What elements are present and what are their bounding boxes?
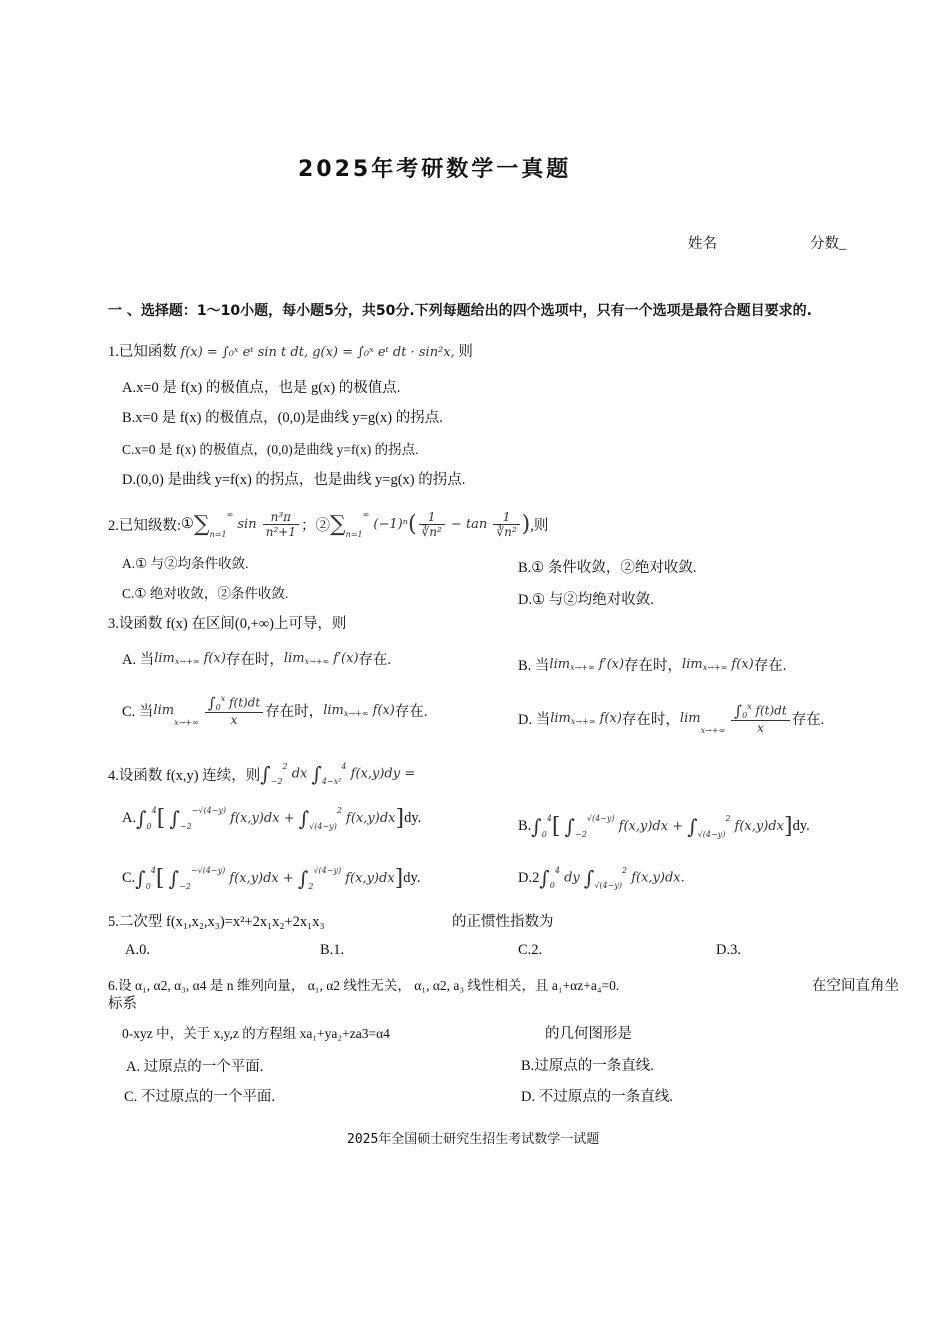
q4-integral: $\int-2^2$ dx ∫4−x²$^4$ f(x,y)dy = (260, 762, 416, 786)
q6-line-3-tail: 的几何图形是 (545, 1026, 632, 1042)
q6-option-b: B.过原点的一条直线. (521, 1058, 654, 1074)
q4-option-d (518, 860, 685, 896)
q2-stem (108, 502, 548, 546)
q3-d-limit-1: limx→+∞ f(x) (550, 710, 622, 726)
q6-line-2: 标系 (108, 996, 137, 1012)
q5-option-d: D.3. (716, 942, 741, 958)
q3-d-mid: 存在时， (621, 711, 680, 728)
q4-option-a (122, 800, 421, 836)
q5-option-c: C.2. (518, 942, 543, 958)
q4-a-end: dy. (404, 809, 422, 826)
q2-series-1: ∑n=1∞ sin $\frac{\text{n³π}}{\text{n²+1}}$ (194, 510, 301, 539)
q3-a-mid: 存在时， (225, 651, 284, 668)
q3-a-pre: A. 当 (122, 651, 155, 668)
page-title: 2025年考研数学一真题 (298, 157, 572, 182)
q1-option-d: D.(0,0) 是曲线 y=f(x) 的拐点，也是曲线 y=g(x) 的拐点. (122, 472, 466, 488)
q1-stem (108, 340, 473, 361)
score-label: 分数_ (810, 236, 847, 252)
q3-c-pre: C. 当 (122, 703, 154, 720)
q2-option-b: B.① 条件收敛，②绝对收敛. (518, 560, 697, 576)
q4-d-formula: $\int 0^4$ dy $\int√(4-y)^2$ f(x,y)dx. (539, 866, 685, 890)
q4-b-formula: $\int 0^4$[ $\int-2^{√(4-y)}$ $f(x,y)dx + \int√(4-y)^2$ f(x,y)dx] (531, 813, 793, 839)
q1-option-c: C.x=0 是 f(x) 的极值点，(0,0)是曲线 y=f(x) 的拐点. (122, 442, 419, 457)
q3-b-pre: B. 当 (518, 657, 550, 674)
q4-d-pre: D.2 (518, 869, 540, 886)
q4-a-pre: A. (122, 809, 137, 826)
q4-b-pre: B. (518, 817, 532, 834)
q3-c-limit-2: limx→+∞ f(x) (323, 702, 395, 718)
q2-option-d: D.① 与②均绝对收敛. (518, 592, 654, 608)
q3-b-limit-2: limx→+∞ f(x) (682, 656, 754, 672)
q1-option-a: A.x=0 是 f(x) 的极值点，也是 g(x) 的极值点. (122, 380, 401, 396)
q3-d-limit-2: limx→+∞ $\frac{\int 0^x f(t)dt}{x}$ (680, 702, 792, 735)
q3-option-b (518, 648, 786, 680)
section-heading: 一 、选择题：1～10小题，每小题5分，共50分.下列每题给出的四个选项中，只有一个选项是最符合题目要求的. (108, 303, 812, 319)
q4-option-c (122, 860, 420, 896)
q5-option-a: A.0. (125, 942, 150, 958)
q2-tail: ,则 (530, 517, 549, 534)
q3-b-limit-1: limx→+∞ f′(x) (549, 656, 625, 672)
q1-option-b: B.x=0 是 f(x) 的极值点，(0,0)是曲线 y=g(x) 的拐点. (122, 410, 443, 426)
q2-option-a: A.① 与②均条件收敛. (122, 556, 249, 571)
q3-a-limit-2: limx→+∞ f′(x) (283, 650, 359, 666)
q3-option-a (122, 642, 391, 674)
q4-c-end: dy. (403, 869, 421, 886)
q5-option-b: B.1. (320, 942, 345, 958)
q3-a-end: 存在. (358, 651, 392, 668)
q1-tail: 则 (458, 344, 473, 360)
q6-option-c: C. 不过原点的一个平面. (124, 1089, 276, 1105)
q3-stem: 3.设函数 f(x) 在区间(0,+∞)上可导，则 (108, 616, 347, 632)
q5-stem: 5.二次型 f(x₁,x₂,x₃)=x²+2x₁x₂+2x₁x₃ (108, 914, 325, 930)
name-label: 姓名 (688, 236, 717, 252)
q2-series-2-label: ；② (300, 517, 330, 534)
q6-line-1-tail: 在空间直角坐 (812, 978, 899, 994)
q1-stem-text: 1.已知函数 (108, 344, 177, 360)
q3-option-c (122, 684, 428, 736)
q6-line-1: 6.设 α₁, α2, α₃, α4 是 n 维列向量， α₁, α2 线性无关， α₁, α2, a₃ 线性相关，且 a₁+αz+a₄=0. (108, 978, 620, 993)
q4-b-end: dy. (792, 817, 810, 834)
q3-d-end: 存在. (791, 711, 825, 728)
q1-formula: f(x) = ∫₀ˣ eᵗ sin t dt, g(x) = ∫₀ˣ eᵗ dt · sin²x, (180, 345, 455, 360)
q4-c-pre: C. (122, 869, 136, 886)
q4-option-b (518, 808, 810, 844)
q2-option-c: C.① 绝对收敛，②条件收敛. (122, 586, 289, 601)
q6-line-3: 0-xyz 中，关于 x,y,z 的方程组 xa₁+ya₂+za3=α4 (122, 1026, 390, 1041)
page-footer: 2025年全国硕士研究生招生考试数学一试题 (347, 1132, 600, 1147)
q3-b-end: 存在. (753, 657, 787, 674)
q4-c-formula: $\int 0^4$[ $\int-2^{-√(4-y)}$ $f(x,y)dx + \int 2^{√(4-y)}$ f(x,y)dx] (135, 865, 404, 891)
q6-option-d: D. 不过原点的一条直线. (521, 1089, 673, 1105)
q4-a-formula: $\int 0^4$[ $\int-2^{-√(4-y)}$ $f(x,y)dx + \int√(4-y)^2$ f(x,y)dx] (136, 805, 405, 831)
q3-c-end: 存在. (394, 703, 428, 720)
q3-d-pre: D. 当 (518, 711, 551, 728)
q3-option-d (518, 692, 824, 744)
q4-stem-text: 4.设函数 f(x,y) 连续，则 (108, 767, 261, 784)
q3-a-limit-1: limx→+∞ f(x) (154, 650, 226, 666)
q2-series-2: ∑n=1∞ (−1)ⁿ( $\frac{1}{\text{∛n²}}$ − tan $\frac{1}{\text{∛n²}}$ ) (329, 509, 531, 539)
q3-b-mid: 存在时， (624, 657, 683, 674)
q5-stem-tail: 的正惯性指数为 (452, 914, 554, 930)
q6-option-a: A. 过原点的一个平面. (126, 1059, 264, 1075)
q3-c-limit-1: limx→+∞ $\frac{\int 0^x f(t)dt}{x}$ (153, 694, 265, 727)
q3-c-mid: 存在时， (265, 703, 324, 720)
q2-stem-text: 2.已知级数: (108, 517, 181, 534)
q2-series-1-label: ① (180, 515, 194, 532)
q4-stem (108, 756, 415, 792)
